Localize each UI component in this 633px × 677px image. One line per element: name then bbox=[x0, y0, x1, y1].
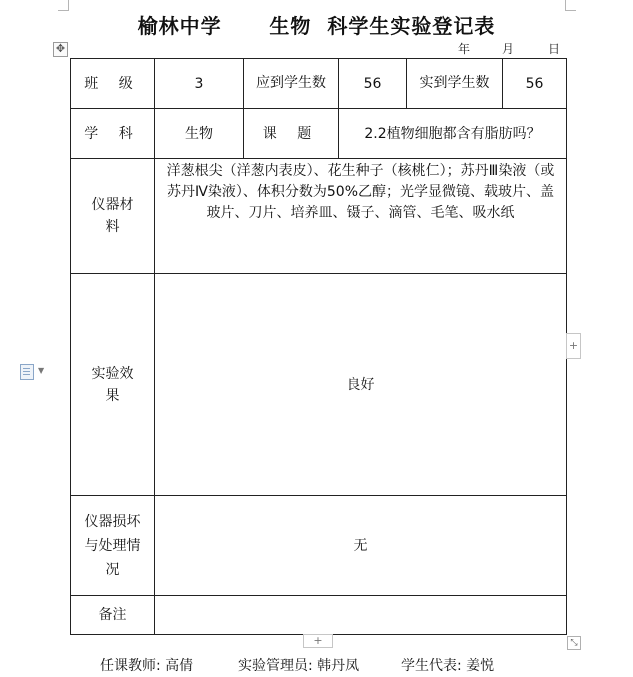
table-row-materials bbox=[71, 159, 567, 274]
damage-label-cell bbox=[71, 496, 155, 596]
remarks-label-cell bbox=[71, 596, 155, 635]
materials-value: 洋葱根尖（洋葱内表皮）、花生种子（核桃仁）；苏丹Ⅲ染液（或苏丹Ⅳ染液）、体积分数为50%乙醇；光学显微镜、载玻片、盖玻片、刀片、培养皿、镊子、滴管、毛笔、吸水纸 bbox=[166, 163, 555, 221]
add-row-plus-icon[interactable]: + bbox=[303, 634, 333, 648]
damage-value: 无 bbox=[353, 537, 368, 554]
page-title: 榆林中学 生物 科学生实验登记表 bbox=[137, 14, 496, 38]
class-label: 班 级 bbox=[84, 75, 141, 92]
damage-value-cell[interactable] bbox=[155, 496, 567, 596]
actual-label: 实到学生数 bbox=[419, 75, 490, 91]
date-year: 年 bbox=[458, 42, 471, 56]
table-resize-icon[interactable]: ⤡ bbox=[567, 636, 581, 650]
actual-label-cell bbox=[407, 59, 503, 109]
add-column-plus-icon[interactable]: + bbox=[566, 333, 581, 359]
class-label-cell bbox=[71, 59, 155, 109]
actual-value: 56 bbox=[525, 75, 544, 92]
date-day: 日 bbox=[548, 42, 561, 56]
date-month: 月 bbox=[502, 42, 515, 56]
table-row-damage bbox=[71, 496, 567, 596]
teacher-signature: 任课教师: 高倩 bbox=[100, 658, 194, 674]
chevron-down-icon[interactable]: ▼ bbox=[38, 366, 45, 375]
effect-label-cell bbox=[71, 274, 155, 496]
document-icon[interactable] bbox=[20, 364, 34, 380]
subject-value-cell[interactable] bbox=[155, 109, 244, 159]
subject-label-cell bbox=[71, 109, 155, 159]
subject-label: 学 科 bbox=[84, 125, 141, 142]
actual-value-cell[interactable] bbox=[503, 59, 567, 109]
topic-value: 2.2植物细胞都含有脂肪吗？ bbox=[364, 125, 541, 142]
effect-label: 实验效果 bbox=[91, 365, 134, 404]
experiment-register-table bbox=[70, 58, 567, 635]
table-row-subject bbox=[71, 109, 567, 159]
topic-value-cell[interactable] bbox=[339, 109, 567, 159]
table-row-remarks bbox=[71, 596, 567, 635]
expected-value: 56 bbox=[363, 75, 382, 92]
effect-value-cell[interactable] bbox=[155, 274, 567, 496]
materials-value-cell[interactable] bbox=[155, 159, 567, 274]
materials-label: 仪器材料 bbox=[91, 197, 134, 235]
class-value-cell[interactable] bbox=[155, 59, 244, 109]
damage-label: 仪器损坏与处理情况 bbox=[84, 513, 141, 578]
remarks-label: 备注 bbox=[98, 607, 127, 623]
expected-label-cell bbox=[244, 59, 339, 109]
topic-label: 课 题 bbox=[262, 125, 320, 142]
subject-value: 生物 bbox=[185, 125, 213, 142]
table-row-class bbox=[71, 59, 567, 109]
student-rep-signature: 学生代表: 姜悦 bbox=[401, 658, 495, 674]
table-row-effect bbox=[71, 274, 567, 496]
materials-label-cell bbox=[71, 159, 155, 274]
class-value: 3 bbox=[194, 75, 204, 92]
table-move-handle-icon[interactable]: ✥ bbox=[53, 42, 68, 57]
expected-value-cell[interactable] bbox=[339, 59, 407, 109]
remarks-value-cell[interactable] bbox=[155, 596, 567, 635]
expected-label: 应到学生数 bbox=[256, 75, 326, 91]
effect-value: 良好 bbox=[346, 376, 375, 393]
topic-label-cell bbox=[244, 109, 339, 159]
admin-signature: 实验管理员: 韩丹凤 bbox=[238, 658, 360, 674]
